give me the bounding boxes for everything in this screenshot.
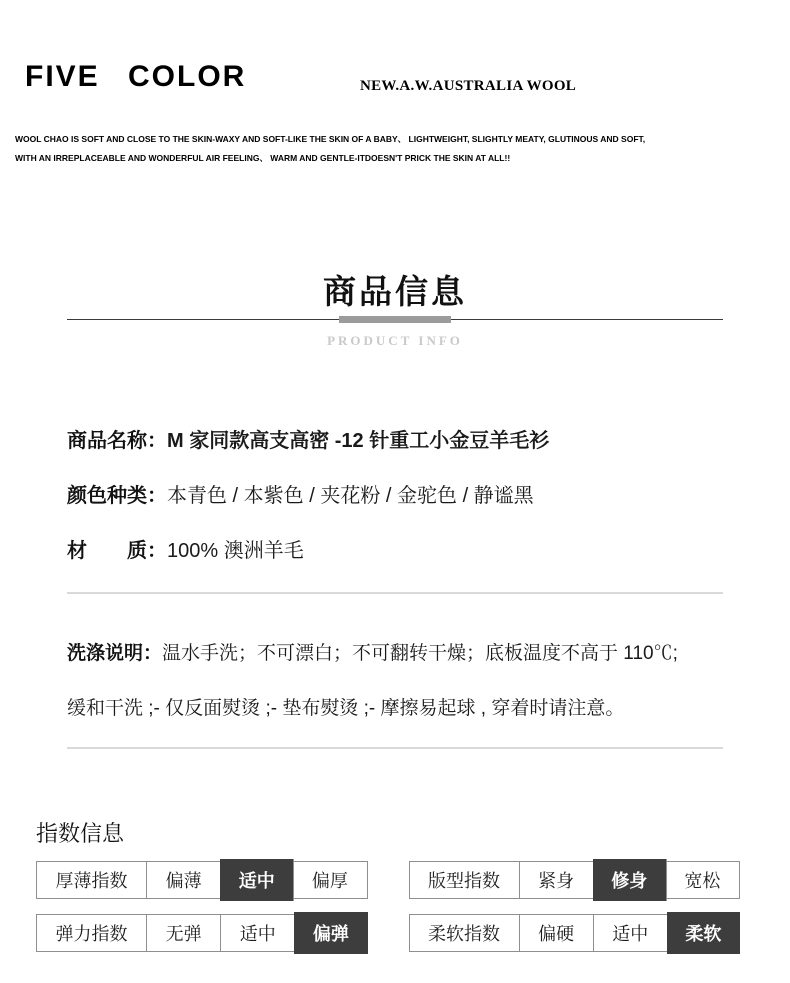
index-option: 适中: [221, 915, 295, 951]
index-table-elasticity: [36, 914, 368, 952]
index-option: 宽松: [684, 871, 721, 891]
index-option: 紧身: [520, 862, 594, 898]
index-option: 修身: [593, 859, 667, 901]
index-section-title: 指数信息: [36, 821, 125, 846]
index-option: 偏弹: [294, 912, 367, 954]
intro-line-2: WITH AN IRREPLACEABLE AND WONDERFUL AIR FEELING、 WARM AND GENTLE-ITDOESN'T PRICK THE SKIN AT ALL!!: [15, 153, 511, 163]
section-subtitle: PRODUCT INFO: [327, 333, 463, 348]
product-wash-value-2: 缓和干洗 ;- 仅反面熨烫 ;- 垫布熨烫 ;- 摩擦易起球 , 穿着时请注意。: [67, 698, 625, 719]
index-tables: [36, 861, 740, 952]
product-wash-row-2: [67, 693, 730, 720]
brand-subtitle: NEW.A.W.AUSTRALIA WOOL: [360, 78, 577, 94]
intro-line-1: WOOL CHAO IS SOFT AND CLOSE TO THE SKIN-WAXY AND SOFT-LIKE THE SKIN OF A BABY、 LIGHTWEIGHT, SLIGHTLY MEATY, GLUTINOUS AND SOFT,: [15, 134, 646, 144]
divider-bottom: [67, 747, 723, 749]
section-divider: [67, 319, 723, 320]
product-material-value: 100% 澳洲羊毛: [167, 540, 304, 562]
product-material-row: [67, 534, 730, 563]
index-table-fit: [409, 861, 741, 899]
index-option: 柔软: [667, 912, 740, 954]
product-wash-value-1: 温水手洗；不可漂白；不可翻转干燥；底板温度不高于 110℃;: [162, 643, 678, 664]
product-color-label: 颜色种类：: [67, 485, 167, 507]
product-material-label: 材 质：: [67, 540, 167, 562]
index-table-thickness: [36, 861, 368, 899]
index-table-label: 弹力指数: [37, 915, 147, 951]
index-option: 偏薄: [147, 862, 221, 898]
index-table-softness: [409, 914, 741, 952]
product-name-value: M 家同款高支高密 -12 针重工小金豆羊毛衫: [167, 430, 550, 452]
brand-title: FIVE COLOR: [25, 60, 247, 93]
product-color-row: [67, 479, 730, 508]
product-color-value: 本青色 / 本紫色 / 夹花粉 / 金驼色 / 静谧黑: [167, 485, 534, 507]
index-option: 无弹: [147, 915, 221, 951]
product-name-row: [67, 424, 730, 453]
index-option: 偏厚: [311, 871, 348, 891]
index-table-label: 厚薄指数: [37, 862, 147, 898]
index-option: 偏硬: [520, 915, 594, 951]
product-wash-label: 洗涤说明：: [67, 643, 163, 664]
section-title: 商品信息: [323, 273, 467, 310]
section-divider-accent: [339, 316, 451, 323]
index-table-label: 柔软指数: [410, 915, 520, 951]
index-option: 适中: [220, 859, 294, 901]
index-table-label: 版型指数: [410, 862, 520, 898]
divider-top: [67, 592, 723, 594]
product-wash-row-1: [67, 638, 730, 665]
index-option: 适中: [594, 915, 668, 951]
product-name-label: 商品名称：: [67, 430, 167, 452]
